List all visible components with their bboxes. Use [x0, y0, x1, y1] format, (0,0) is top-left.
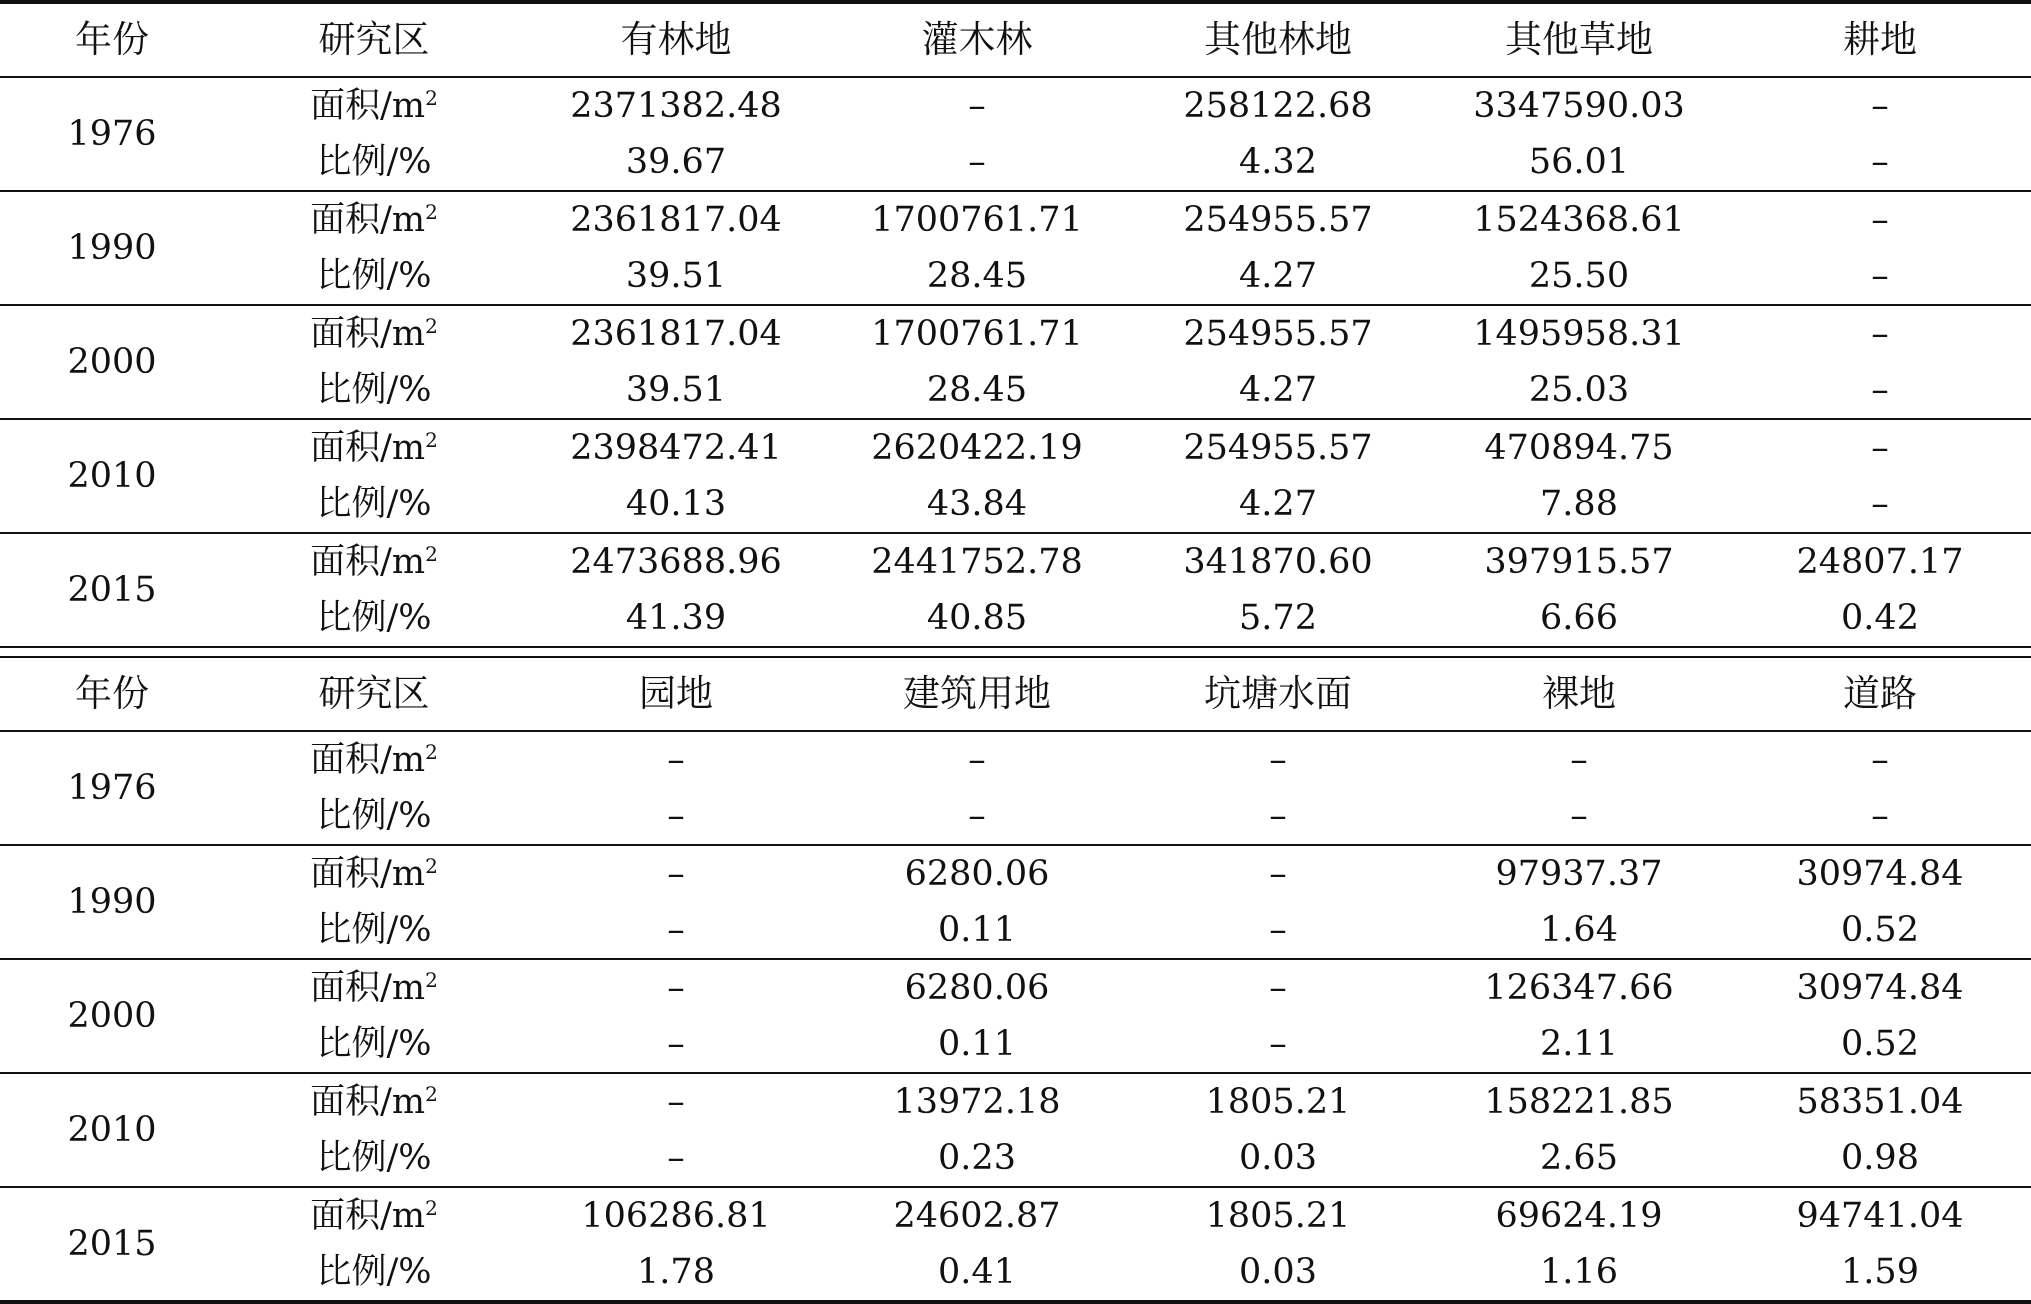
area-unit-label	[224, 420, 524, 476]
area-value: 1524368.61	[1473, 200, 1685, 240]
area-value: –	[968, 86, 986, 126]
ratio-value: 40.85	[926, 598, 1028, 638]
area-value: 30974.84	[1796, 854, 1964, 894]
ratio-unit-label: 比例/%	[316, 142, 432, 182]
area-unit-superscript: 2	[425, 428, 438, 452]
year-cell: 1990	[67, 228, 157, 268]
area-value: 94741.04	[1796, 1196, 1964, 1236]
year-cell: 1976	[67, 768, 157, 808]
area-value: 1700761.71	[871, 314, 1083, 354]
area-value: 254955.57	[1183, 314, 1373, 354]
ratio-value: 4.27	[1239, 256, 1317, 296]
area-value: 24602.87	[893, 1196, 1061, 1236]
area-unit-label	[224, 960, 524, 1016]
ratio-value: 0.03	[1239, 1252, 1317, 1292]
area-value: –	[1871, 740, 1889, 780]
area-unit-superscript: 2	[425, 854, 438, 878]
area-unit-superscript: 2	[425, 314, 438, 338]
ratio-value: 4.32	[1239, 142, 1317, 182]
area-unit-label	[224, 192, 524, 248]
area-unit-text: 面积/m	[310, 1082, 426, 1122]
year-cell: 2010	[67, 1110, 157, 1150]
ratio-value: –	[1871, 484, 1889, 524]
column-header: 坑塘水面	[1204, 672, 1352, 715]
ratio-value: 1.78	[637, 1252, 715, 1292]
column-header: 道路	[1843, 672, 1917, 715]
area-value: –	[1871, 200, 1889, 240]
year-cell: 2000	[67, 342, 157, 382]
ratio-value: 2.65	[1540, 1138, 1618, 1178]
area-unit-label	[224, 306, 524, 362]
column-header: 裸地	[1542, 672, 1616, 715]
ratio-value: 0.41	[938, 1252, 1016, 1292]
ratio-value: –	[1871, 370, 1889, 410]
column-header: 年份	[75, 672, 149, 715]
area-unit-superscript: 2	[425, 968, 438, 992]
area-value: 2620422.19	[871, 428, 1083, 468]
area-unit-text: 面积/m	[310, 854, 426, 894]
ratio-value: 1.16	[1540, 1252, 1618, 1292]
area-value: –	[1269, 854, 1287, 894]
area-value: 254955.57	[1183, 200, 1373, 240]
area-value: 1805.21	[1205, 1082, 1351, 1122]
ratio-value: –	[1269, 910, 1287, 950]
ratio-value: 0.23	[938, 1138, 1016, 1178]
area-unit-label	[224, 846, 524, 902]
ratio-value: 2.11	[1540, 1024, 1618, 1064]
ratio-value: 39.67	[625, 142, 727, 182]
area-value: 397915.57	[1484, 542, 1674, 582]
area-unit-text: 面积/m	[310, 968, 426, 1008]
ratio-value: 0.03	[1239, 1138, 1317, 1178]
area-unit-text: 面积/m	[310, 314, 426, 354]
area-value: 2441752.78	[871, 542, 1083, 582]
area-unit-label	[224, 732, 524, 788]
area-unit-superscript: 2	[425, 200, 438, 224]
area-value: 106286.81	[581, 1196, 771, 1236]
ratio-value: 0.52	[1841, 910, 1919, 950]
ratio-unit-label: 比例/%	[316, 796, 432, 836]
ratio-value: –	[667, 910, 685, 950]
ratio-value: 39.51	[625, 256, 727, 296]
ratio-value: 28.45	[926, 370, 1028, 410]
area-value: 1495958.31	[1473, 314, 1685, 354]
ratio-value: 25.03	[1528, 370, 1630, 410]
area-unit-label	[224, 1188, 524, 1244]
area-value: –	[1269, 968, 1287, 1008]
ratio-value: –	[1871, 256, 1889, 296]
ratio-value: 0.42	[1841, 598, 1919, 638]
area-value: –	[667, 1082, 685, 1122]
area-value: –	[968, 740, 986, 780]
area-value: 2473688.96	[570, 542, 782, 582]
ratio-value: 40.13	[625, 484, 727, 524]
area-value: 6280.06	[904, 854, 1050, 894]
area-value: 341870.60	[1183, 542, 1373, 582]
column-header: 有林地	[620, 18, 732, 61]
area-value: –	[1871, 86, 1889, 126]
ratio-value: 1.64	[1540, 910, 1618, 950]
area-value: 2361817.04	[570, 200, 782, 240]
area-value: 126347.66	[1484, 968, 1674, 1008]
ratio-value: 4.27	[1239, 484, 1317, 524]
ratio-value: –	[667, 1138, 685, 1178]
area-unit-label	[224, 534, 524, 590]
ratio-value: –	[1269, 1024, 1287, 1064]
ratio-value: 41.39	[625, 598, 727, 638]
ratio-unit-label: 比例/%	[316, 484, 432, 524]
area-unit-superscript: 2	[425, 740, 438, 764]
area-unit-superscript: 2	[425, 86, 438, 110]
area-value: 2371382.48	[570, 86, 782, 126]
ratio-value: 6.66	[1540, 598, 1618, 638]
area-value: 1805.21	[1205, 1196, 1351, 1236]
ratio-value: –	[968, 142, 986, 182]
ratio-value: –	[667, 1024, 685, 1064]
area-value: 470894.75	[1484, 428, 1674, 468]
column-header: 灌木林	[921, 18, 1033, 61]
area-value: 6280.06	[904, 968, 1050, 1008]
area-value: –	[1871, 314, 1889, 354]
area-value: 3347590.03	[1473, 86, 1685, 126]
ratio-unit-label: 比例/%	[316, 370, 432, 410]
area-value: –	[667, 968, 685, 1008]
ratio-value: 0.11	[938, 1024, 1016, 1064]
area-value: 13972.18	[893, 1082, 1061, 1122]
ratio-value: 0.11	[938, 910, 1016, 950]
ratio-value: –	[968, 796, 986, 836]
column-header: 建筑用地	[903, 672, 1051, 715]
ratio-value: –	[667, 796, 685, 836]
ratio-unit-label: 比例/%	[316, 1252, 432, 1292]
year-cell: 2000	[67, 996, 157, 1036]
ratio-unit-label: 比例/%	[316, 1138, 432, 1178]
year-cell: 1990	[67, 882, 157, 922]
area-value: 1700761.71	[871, 200, 1083, 240]
area-value: –	[1570, 740, 1588, 780]
area-unit-label	[224, 78, 524, 134]
area-value: –	[667, 740, 685, 780]
ratio-value: 0.98	[1841, 1138, 1919, 1178]
area-value: 158221.85	[1484, 1082, 1674, 1122]
ratio-unit-label: 比例/%	[316, 598, 432, 638]
ratio-value: –	[1871, 142, 1889, 182]
area-unit-text: 面积/m	[310, 200, 426, 240]
column-header: 年份	[75, 18, 149, 61]
ratio-value: 28.45	[926, 256, 1028, 296]
column-header: 其他林地	[1204, 18, 1352, 61]
area-unit-text: 面积/m	[310, 740, 426, 780]
column-header: 园地	[639, 672, 713, 715]
area-value: –	[1871, 428, 1889, 468]
ratio-value: 25.50	[1528, 256, 1630, 296]
column-header: 研究区	[318, 18, 430, 61]
ratio-unit-label: 比例/%	[316, 256, 432, 296]
ratio-unit-label: 比例/%	[316, 1024, 432, 1064]
area-unit-superscript: 2	[425, 1196, 438, 1220]
ratio-value: 5.72	[1239, 598, 1317, 638]
ratio-unit-label: 比例/%	[316, 910, 432, 950]
area-value: 69624.19	[1495, 1196, 1663, 1236]
area-value: 2398472.41	[570, 428, 782, 468]
area-value: 97937.37	[1495, 854, 1663, 894]
area-unit-text: 面积/m	[310, 1196, 426, 1236]
ratio-value: 39.51	[625, 370, 727, 410]
ratio-value: –	[1871, 796, 1889, 836]
ratio-value: 1.59	[1841, 1252, 1919, 1292]
double-rule-upper	[0, 646, 2031, 648]
ratio-value: 4.27	[1239, 370, 1317, 410]
ratio-value: 56.01	[1528, 142, 1630, 182]
ratio-value: –	[1570, 796, 1588, 836]
area-value: 254955.57	[1183, 428, 1373, 468]
year-cell: 2015	[67, 1224, 157, 1264]
column-header: 其他草地	[1505, 18, 1653, 61]
year-cell: 1976	[67, 114, 157, 154]
area-value: 2361817.04	[570, 314, 782, 354]
bottom-rule	[0, 1300, 2031, 1304]
area-unit-superscript: 2	[425, 542, 438, 566]
column-header: 研究区	[318, 672, 430, 715]
area-value: –	[667, 854, 685, 894]
area-unit-text: 面积/m	[310, 542, 426, 582]
area-value: 258122.68	[1183, 86, 1373, 126]
area-value: 58351.04	[1796, 1082, 1964, 1122]
ratio-value: 0.52	[1841, 1024, 1919, 1064]
ratio-value: 7.88	[1540, 484, 1618, 524]
area-unit-label	[224, 1074, 524, 1130]
area-unit-text: 面积/m	[310, 86, 426, 126]
year-cell: 2010	[67, 456, 157, 496]
area-unit-text: 面积/m	[310, 428, 426, 468]
area-unit-superscript: 2	[425, 1082, 438, 1106]
ratio-value: –	[1269, 796, 1287, 836]
area-value: 30974.84	[1796, 968, 1964, 1008]
area-value: 24807.17	[1796, 542, 1964, 582]
ratio-value: 43.84	[926, 484, 1028, 524]
area-value: –	[1269, 740, 1287, 780]
column-header: 耕地	[1843, 18, 1917, 61]
year-cell: 2015	[67, 570, 157, 610]
